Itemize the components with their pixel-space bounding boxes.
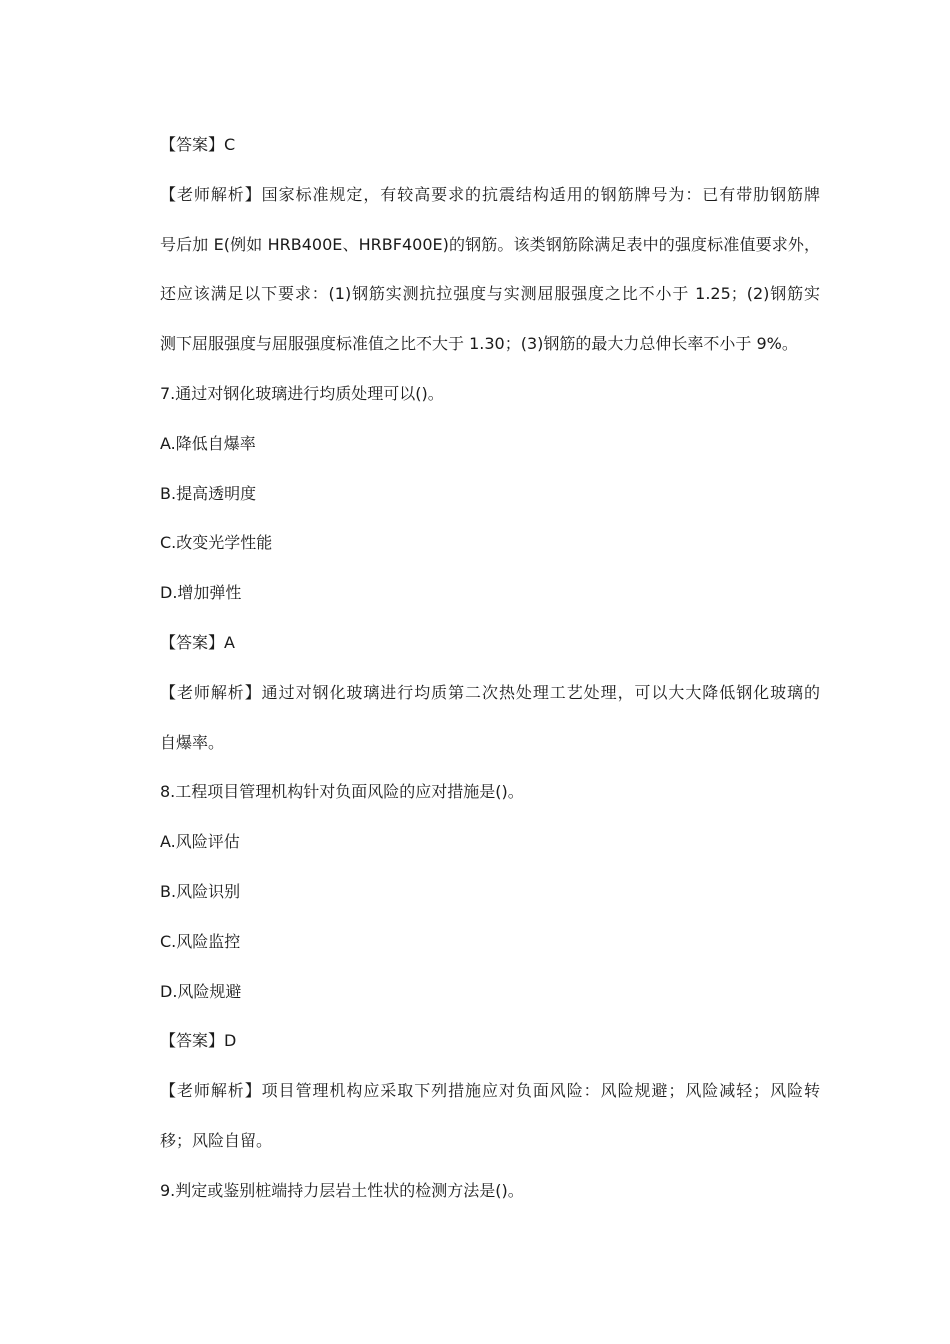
question-8: 8.工程项目管理机构针对负面风险的应对措施是()。 [160, 782, 524, 802]
document-body [160, 120, 820, 1216]
question-7-option-b: B.提高透明度 [160, 483, 257, 503]
explanation-q7-line-1: 【老师解析】通过对钢化玻璃进行均质第二次热处理工艺处理，可以大大降低钢化玻璃的 [160, 682, 820, 702]
explanation-q8-line-2: 移；风险自留。 [160, 1130, 273, 1150]
question-7-option-c: C.改变光学性能 [160, 533, 273, 553]
question-7: 7.通过对钢化玻璃进行均质处理可以()。 [160, 383, 444, 403]
question-7-option-a: A.降低自爆率 [160, 433, 256, 453]
question-8-option-c: C.风险监控 [160, 931, 241, 951]
explanation-q6-line-2: 号后加 E(例如 HRB400E、HRBF400E)的钢筋。该类钢筋除满足表中的强度标准值要求外， [160, 234, 820, 254]
explanation-q6-line-1: 【老师解析】国家标准规定，有较高要求的抗震结构适用的钢筋牌号为：已有带肋钢筋牌 [160, 184, 820, 204]
explanation-q6-line-4: 测下屈服强度与屈服强度标准值之比不大于 1.30；(3)钢筋的最大力总伸长率不小于 9%。 [160, 334, 798, 354]
answer-label-q6: 【答案】C [160, 135, 236, 154]
question-8-option-b: B.风险识别 [160, 881, 241, 901]
question-8-option-a: A.风险评估 [160, 832, 240, 852]
explanation-q6-line-3: 还应该满足以下要求：(1)钢筋实测抗拉强度与实测屈服强度之比不小于 1.25；(2)钢筋实 [160, 284, 820, 304]
question-9: 9.判定或鉴别桩端持力层岩土性状的检测方法是()。 [160, 1180, 524, 1200]
explanation-q8-line-1: 【老师解析】项目管理机构应采取下列措施应对负面风险：风险规避；风险减轻；风险转 [160, 1081, 820, 1101]
question-8-option-d: D.风险规避 [160, 981, 242, 1001]
answer-label-q7: 【答案】A [160, 632, 235, 652]
explanation-q7-line-2: 自爆率。 [160, 732, 225, 752]
question-7-option-d: D.增加弹性 [160, 583, 242, 603]
answer-label-q8: 【答案】D [160, 1031, 237, 1051]
